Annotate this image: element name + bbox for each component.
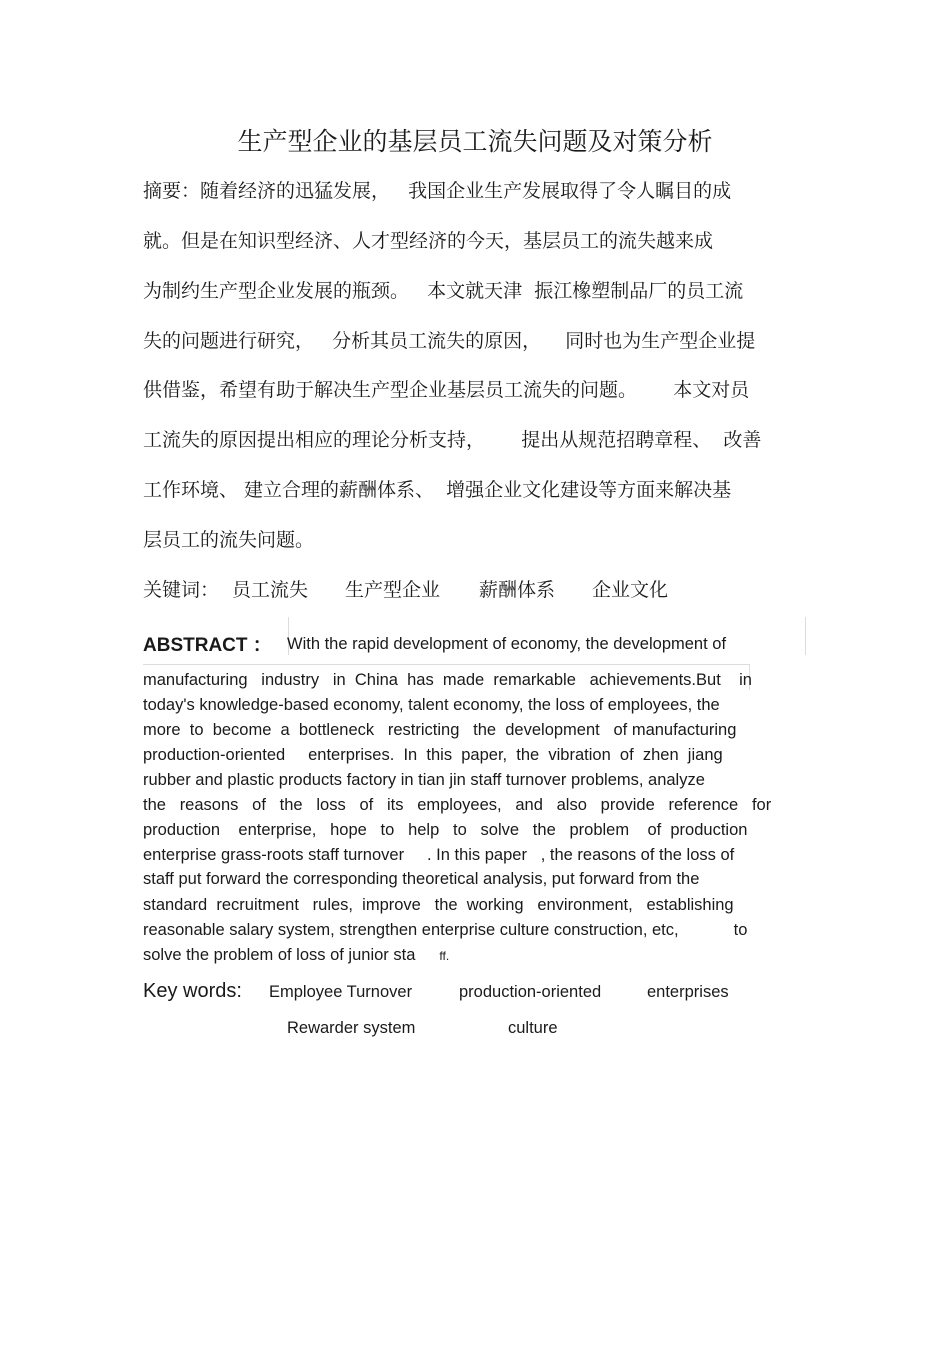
keyword-cn: 企业文化 <box>592 579 669 601</box>
keyword-en: enterprises <box>647 983 729 1001</box>
abstract-en-line: enterprise grass-roots staff turnover . In this paper , the reasons of the loss of <box>143 846 735 864</box>
abstract-divider <box>143 664 749 665</box>
keyword-cn: 生产型企业 <box>345 579 441 601</box>
keywords-cn-label: 关键词： <box>143 579 220 601</box>
abstract-en-line: standard recruitment rules, improve the working environment, establishing <box>143 896 734 914</box>
abstract-cn-line: 工作环境、 建立合理的薪酬体系、 增强企业文化建设等方面来解决基 <box>143 479 732 501</box>
abstract-cn-line: 就。但是在知识型经济、人才型经济的今天，基层员工的流失越来成 <box>143 230 714 252</box>
abstract-en-line: the reasons of the loss of its employees, and also provide reference for <box>143 796 772 814</box>
abstract-en-line: manufacturing industry in China has made remarkable achievements.But in <box>143 671 752 689</box>
keyword-en: production-oriented <box>459 983 602 1001</box>
keyword-en: Employee Turnover <box>269 983 413 1001</box>
abstract-en-heading: ABSTRACT ： <box>143 635 272 656</box>
keyword-cn: 员工流失 <box>232 579 309 601</box>
abstract-en-last-tail: ff. <box>439 949 450 963</box>
abstract-cn-line: 供借鉴，希望有助于解决生产型企业基层员工流失的问题。 本文对员 <box>143 379 750 401</box>
page-title: 生产型企业的基层员工流失问题及对策分析 <box>237 127 713 156</box>
abstract-cn-line: 摘要：随着经济的迅猛发展， 我国企业生产发展取得了令人瞩目的成 <box>143 180 732 202</box>
abstract-en-line: production-oriented enterprises. In this paper, the vibration of zhen jiang <box>143 746 723 764</box>
abstract-en-last-line <box>143 944 449 967</box>
abstract-en-line: today's knowledge-based economy, talent economy, the loss of employees, the <box>143 696 720 714</box>
abstract-cn-line: 工流失的原因提出相应的理论分析支持， 提出从规范招聘章程、 改善 <box>143 429 762 451</box>
keywords-en-label: Key words: <box>143 980 242 1002</box>
abstract-en-line: production enterprise, hope to help to solve the problem of production <box>143 821 748 839</box>
abstract-en-line: staff put forward the corresponding theoretical analysis, put forward from the <box>143 870 700 888</box>
abstract-cn-line: 为制约生产型企业发展的瓶颈。 本文就天津 振江橡塑制品厂的员工流 <box>143 280 744 302</box>
abstract-en-first-line: With the rapid development of economy, the development of <box>287 635 727 653</box>
abstract-en-line: reasonable salary system, strengthen enterprise culture construction, etc, to <box>143 921 748 939</box>
abstract-en-last-text: solve the problem of loss of junior sta <box>143 946 416 964</box>
abstract-cn-line: 失的问题进行研究， 分析其员工流失的原因， 同时也为生产型企业提 <box>143 330 756 352</box>
abstract-en-line: more to become a bottleneck restricting the development of manufacturing <box>143 721 737 739</box>
abstract-cn-line: 层员工的流失问题。 <box>143 529 315 551</box>
abstract-en-line: rubber and plastic products factory in tian jin staff turnover problems, analyze <box>143 771 705 789</box>
keyword-cn: 薪酬体系 <box>479 579 556 601</box>
keyword-en: culture <box>508 1019 558 1037</box>
keyword-en: Rewarder system <box>287 1019 416 1037</box>
